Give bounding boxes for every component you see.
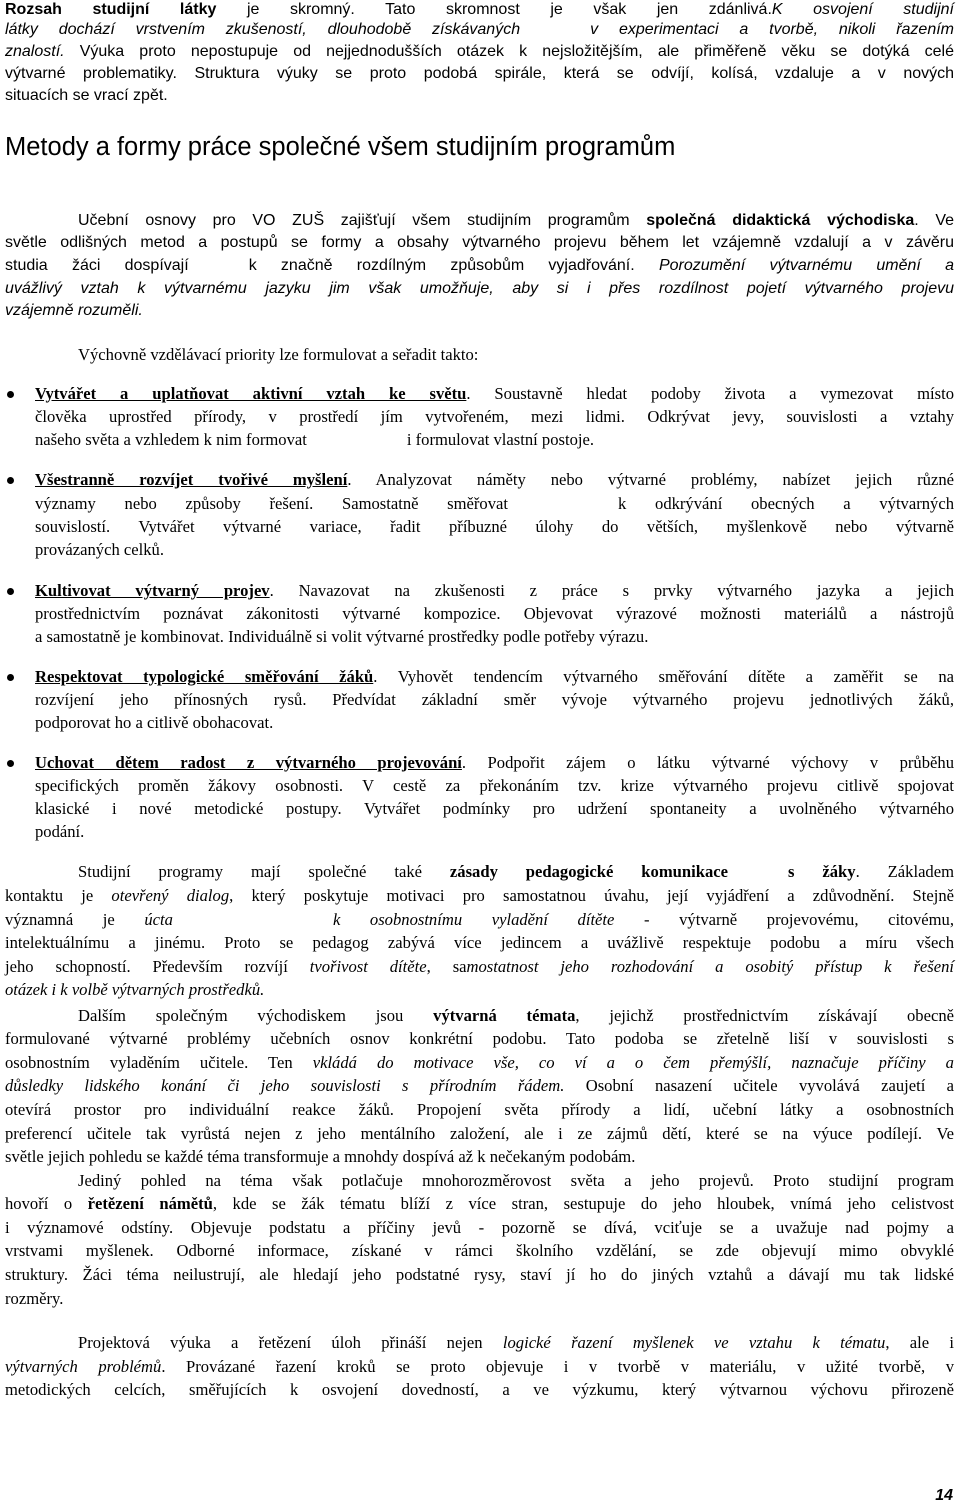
para3-line-6: preferencí učitele tak vyrůstá nejen z jeho mentálního založení, ale i ze zájmů dětí, které se na výuce podílejí. Ve (5, 1124, 954, 1143)
priorities-intro: Výchovně vzdělávací priority lze formulovat a seřadit takto: (78, 345, 479, 364)
bullet-dot (7, 477, 14, 484)
para4-line-3: i významové odstíny. Objevuje podstatu a příčiny jevů - pozorně se dívá, vciťuje se a uvažuje nad pojmy a (5, 1218, 954, 1237)
bullet-2-line-4: provázaných celků. (35, 540, 164, 559)
bullet-3-line-1: Kultivovat výtvarný projev. Navazovat na zkušenosti z práce s prvky výtvarného jazyka a jejich (35, 581, 954, 600)
bullet-3-line-2: prostřednictvím poznávat zákonitosti výtvarné kompozice. Objevovat výrazové možnosti materiálů a nástrojů (35, 604, 954, 623)
para4-line-5: struktury. Žáci téma neilustrují, ale hledají jeho podstatné rysy, staví jí ho do jiných vztahů a dávají mu tak lidské (5, 1265, 954, 1284)
para3-line-2: formulované výtvarné problémy učebních osnov konkrétní podobu. Tato podoba se zřetelně liší v souvislosti s (5, 1029, 954, 1048)
intro-line-2: látky dochází vrstvením zkušeností, dlouhodobě získávaných v experimentaci a tvorbě, nikoli řazením (5, 21, 954, 38)
para3-line-5: otevírá prostor pro individuální reakce žáků. Propojení světa přírody a lidí, učební látky a osobnostních (5, 1100, 954, 1119)
intro-line-3: znalostí. Výuka proto nepostupuje od nejjednodušších otázek k nejsložitějším, ale přiměřeně věku se dotýká celé (5, 43, 954, 60)
intro-line-5: situacích se vrací zpět. (5, 87, 168, 104)
bullet-2-line-3: souvislostí. Vytvářet výtvarné variace, řadit příbuzné úlohy do větších, myšlenkově nebo výtvarně (35, 517, 954, 536)
para4-line-2: hovoří o řetězení námětů, kde se žák tématu blíží z více stran, sestupuje do jeho hloubek, vnímá jeho celistvost (5, 1194, 954, 1213)
bullet-3-line-3: a samostatně je kombinovat. Individuálně si volit výtvarné prostředky podle potřeby výrazu. (35, 627, 649, 646)
bullet-dot (7, 674, 14, 681)
bullet-4-line-2: rozvíjení jeho přínosných rysů. Předvídat základní směr vývoje výtvarného projevu jednotlivých žáků, (35, 690, 954, 709)
para5-line-2: výtvarných problémů. Provázané řazení kroků se proto objevuje i v tvorbě v materiálu, v užité tvorbě, v (5, 1357, 955, 1376)
para1-line-5: vzájemně rozuměli. (5, 302, 143, 319)
para2-line-4: intelektuálnímu a jinému. Proto se pedagog zabývá více jedincem a uvážlivě respektuje podobu a míru všech (5, 933, 954, 952)
para3-line-1: Dalším společným východiskem jsou výtvarná témata, jejichž prostřednictvím získávají obecně (78, 1006, 954, 1025)
bullet-5-line-3: klasické i nové metodické postupy. Vytvářet podmínky pro udržení spontaneity a uvolněného výtvarného (35, 799, 954, 818)
intro-line-4: výtvarné problematiky. Struktura výuky se proto podobá spirále, která se odvíjí, kolísá, vzdaluje a v nových (5, 65, 955, 82)
para1-line-4: uvážlivý vztah k výtvarnému jazyku jim však umožňuje, aby si i přes rozdílnost pojetí výtvarného projevu (5, 280, 954, 297)
bullet-2-line-1: Všestranně rozvíjet tvořivé myšlení. Analyzovat náměty nebo výtvarné problémy, nabízet jejich různé (35, 470, 955, 489)
para4-line-1: Jediný pohled na téma však potlačuje mnohorozměrovost světa a jeho projevů. Proto studijní program (78, 1171, 954, 1190)
page-number: 14 (935, 1487, 953, 1504)
bullet-dot (7, 760, 14, 767)
intro-line-1: Rozsah studijní látky je skromný. Tato skromnost je však jen zdánlivá.K osvojení studijní (5, 1, 955, 18)
bullet-4-line-1: Respektovat typologické směřování žáků. Vyhovět tendencím výtvarného směřování dítěte a zaměřit se na (35, 667, 954, 686)
para4-line-4: vrstvami myšlenek. Odborné informace, získané v rámci školního vzdělání, se zde objevují mimo obvyklé (5, 1241, 954, 1260)
para2-line-1: Studijní programy mají společné také zásady pedagogické komunikace s žáky. Základem (78, 862, 955, 881)
para3-line-3: osobnostním vyladěním učitele. Ten vkládá do motivace vše, co ví a o čem přemýšlí, naznačuje příčiny a (5, 1053, 954, 1072)
para3-line-4: důsledky lidského konání či jeho souvislosti s přírodním řádem. Osobní nasazení učitele vyvolává zaujetí a (5, 1076, 955, 1095)
bullet-2-line-2: významy nebo způsoby řešení. Samostatně směřovat k odkrývání obecných a výtvarných (35, 494, 955, 513)
para5-line-1: Projektová výuka a řetězení úloh přináší nejen logické řazení myšlenek ve vztahu k tématu, ale i (78, 1333, 955, 1352)
bullet-5-line-2: specifických proměn žákovy osobnosti. V cestě za překonáním tzv. krize výtvarného projevu citlivě spojovat (35, 776, 954, 795)
para2-line-5: jeho schopností. Především rozvíjí tvořivost dítěte, samostatnost jeho rozhodování a osobitý přístup k řešení (5, 957, 955, 976)
para1-line-3: studia žáci dospívají k značně rozdílným způsobům vyjadřování. Porozumění výtvarnému umění a (5, 257, 954, 274)
para3-line-7: světle jejich pohledu se každé téma transformuje a mnohdy dospívá až k nečekaným podobám. (5, 1147, 636, 1166)
para2-line-6: otázek i k volbě výtvarných prostředků. (5, 980, 265, 999)
bullet-dot (7, 588, 14, 595)
para1-line-2: světle odlišných metod a postupů se formy a obsahy výtvarného projevu během let vzájemně vzdalují a v závěru (5, 234, 954, 251)
bullet-5-line-1: Uchovat dětem radost z výtvarného projevování. Podpořit zájem o látku výtvarné výchovy v průběhu (35, 753, 954, 772)
para1-line-1: Učební osnovy pro VO ZUŠ zajišťují všem studijním programům společná didaktická východiska. Ve (78, 212, 955, 229)
para2-line-3: významná je úcta k osobnostnímu vyladění dítěte - výtvarně projevovému, citovému, (5, 910, 954, 929)
para2-line-2: kontaktu je otevřený dialog, který poskytuje motivaci pro samostatnou úvahu, její vyjádření a zdůvodnění. Stejně (5, 886, 955, 905)
bullet-1-line-2: člověka uprostřed přírody, v prostředí jím vytvořeném, mezi lidmi. Odkrývat jevy, souvislosti a vztahy (35, 407, 954, 426)
section-heading: Metody a formy práce společné všem studijním programům (5, 133, 676, 161)
bullet-4-line-3: podporovat ho a citlivě obohacovat. (35, 713, 274, 732)
bullet-dot (7, 391, 14, 398)
bullet-5-line-4: podání. (35, 822, 85, 841)
para5-line-3: metodických celcích, směřujících k osvojení dovedností, a ve výzkumu, který výtvarnou výchovu přirozeně (5, 1380, 954, 1399)
para4-line-6: rozměry. (5, 1289, 64, 1308)
bullet-1-line-1: Vytvářet a uplatňovat aktivní vztah ke světu. Soustavně hledat podoby života a vymezovat místo (35, 384, 954, 403)
bullet-1-line-3: našeho světa a vzhledem k nim formovat i formulovat vlastní postoje. (35, 430, 594, 449)
